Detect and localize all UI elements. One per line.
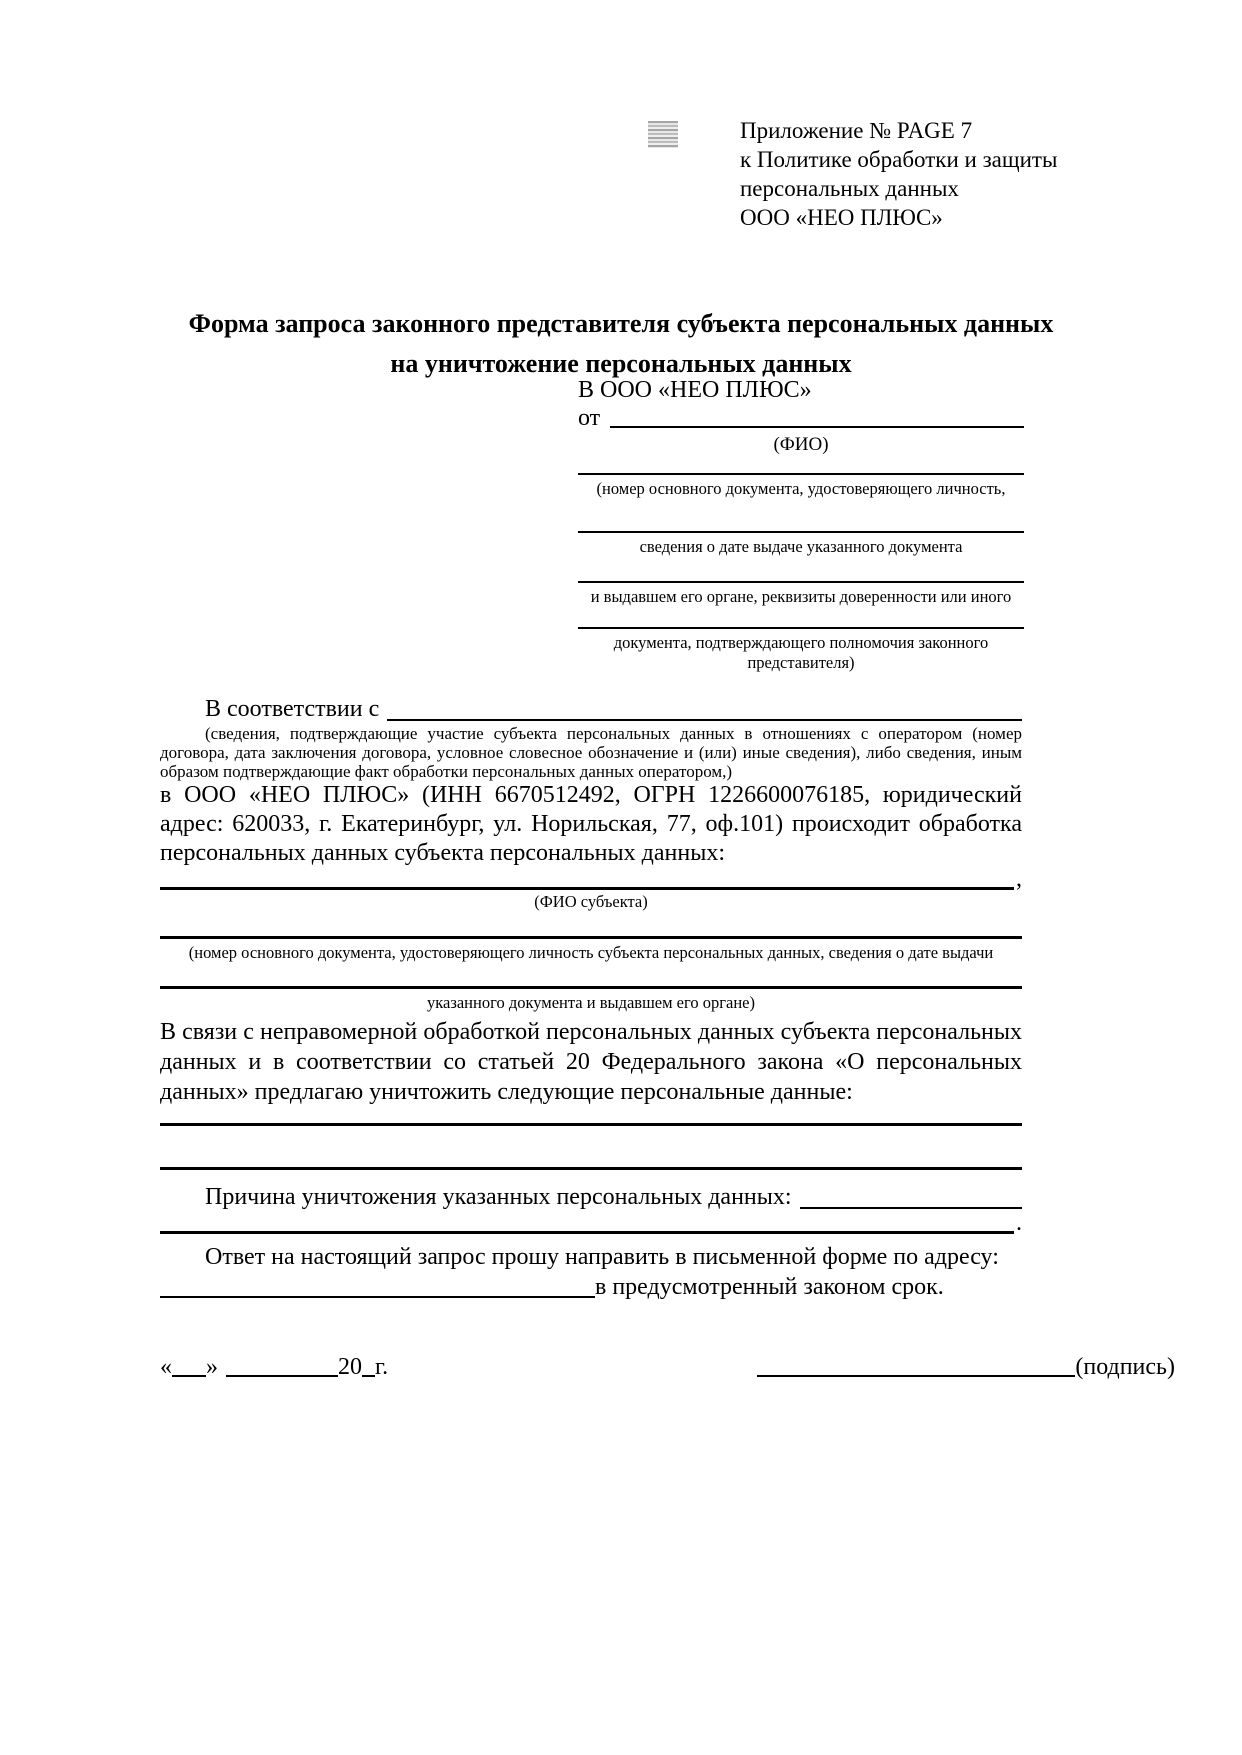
destruction-paragraph: В связи с неправомерной обработкой персональных данных субъекта персональных данных и в соответствии со статьей 20 Федерального закона «О персональных данных» предлагаю уничтожить следующие персональные данные: (160, 1019, 1022, 1105)
title-line-2: на уничтожение персональных данных (390, 349, 852, 378)
field-caption: документа, подтверждающего полномочия законного представителя) (613, 633, 989, 672)
data-to-destroy-blank-line (160, 1123, 1022, 1126)
month-blank-line (226, 1363, 338, 1377)
document-title (150, 304, 1092, 384)
appendix-line: ООО «НЕО ПЛЮС» (740, 205, 943, 230)
reason-blank-line (800, 1207, 1022, 1209)
signature-group (757, 1352, 1175, 1382)
representative-doc-field (578, 531, 1024, 557)
accordance-footnote: (сведения, подтверждающие участие субъекта персональных данных в отношениях с оператором (номер договора, дата заключения договора, условное словесное обозначение и (или) иные сведения), либо сведения, иным образом подтверждающие факт обработки персональных данных оператором,) (160, 724, 1022, 781)
quote-close: » (206, 1354, 218, 1380)
accordance-blank-line (387, 719, 1022, 721)
subject-doc-caption: (номер основного документа, удостоверяющего личность субъекта персональных данных, сведения о дате выдачи (188, 943, 994, 962)
fio-blank-line (610, 426, 1024, 428)
year-blank-line (362, 1363, 375, 1377)
subject-fio-blank-line (160, 887, 1014, 890)
date-signature-row (160, 1352, 1175, 1382)
subject-fio-caption: (ФИО субъекта) (534, 892, 648, 911)
year-suffix: г. (375, 1354, 389, 1380)
trailing-period: . (1016, 1210, 1022, 1236)
recipient-organization: В ООО «НЕО ПЛЮС» (578, 377, 812, 403)
document-body (160, 694, 1022, 1302)
accordance-label: В соответствии с (205, 696, 380, 722)
quote-open: « (160, 1354, 172, 1380)
appendix-reference-block (740, 116, 1057, 232)
addressee-block (578, 375, 1024, 673)
field-caption: и выдавшем его органе, реквизиты доверенности или иного (590, 587, 1012, 606)
signature-blank-line (757, 1363, 1075, 1377)
blank-line (578, 531, 1024, 533)
subject-fio-row (160, 868, 1022, 890)
blank-line (578, 581, 1024, 583)
reply-address-row (160, 1272, 1022, 1302)
appendix-line: к Политике обработки и защиты (740, 147, 1058, 172)
reply-request-line: Ответ на настоящий запрос прошу направить в письменной форме по адресу: (205, 1244, 999, 1270)
appendix-line: персональных данных (740, 176, 959, 201)
field-caption: (номер основного документа, удостоверяющего личность, (596, 479, 1006, 498)
operator-paragraph: в ООО «НЕО ПЛЮС» (ИНН 6670512492, ОГРН 1226600076185, юридический адрес: 620033, г. Екатеринбург, ул. Норильская, 77, оф.101) происходит обработка персональных данных субъекта персональных данных: (160, 782, 1022, 866)
appendix-line: Приложение № PAGE 7 (740, 118, 973, 143)
blank-line (578, 627, 1024, 629)
subject-doc-caption: указанного документа и выдавшем его органе) (427, 993, 755, 1012)
data-to-destroy-blank-line (160, 1167, 1022, 1170)
reason-label: Причина уничтожения указанных персональных данных: (205, 1184, 792, 1210)
reason-continuation-row (160, 1212, 1022, 1234)
address-blank-line (160, 1296, 595, 1298)
reason-blank-line (160, 1231, 1014, 1234)
representative-doc-field (578, 473, 1024, 499)
year-prefix: 20 (338, 1354, 362, 1380)
day-blank-line (172, 1363, 206, 1377)
reply-tail-text: в предусмотренный законом срок. (595, 1274, 944, 1300)
accordance-row (160, 694, 1022, 724)
subject-doc-blank-line (160, 986, 1022, 989)
trailing-comma: , (1016, 866, 1022, 892)
fio-caption: (ФИО) (773, 434, 829, 455)
date-group (160, 1352, 388, 1382)
field-caption: сведения о дате выдаче указанного документа (639, 537, 963, 556)
title-line-1: Форма запроса законного представителя субъекта персональных данных (188, 309, 1054, 338)
blank-line (578, 473, 1024, 475)
from-label: от (578, 405, 601, 431)
reason-row (160, 1182, 1022, 1212)
representative-doc-field (578, 581, 1024, 607)
subject-doc-blank-line (160, 936, 1022, 939)
embedded-object-icon (648, 121, 678, 148)
representative-doc-field (578, 627, 1024, 673)
from-row (578, 405, 1024, 431)
signature-caption: (подпись) (1075, 1354, 1175, 1380)
